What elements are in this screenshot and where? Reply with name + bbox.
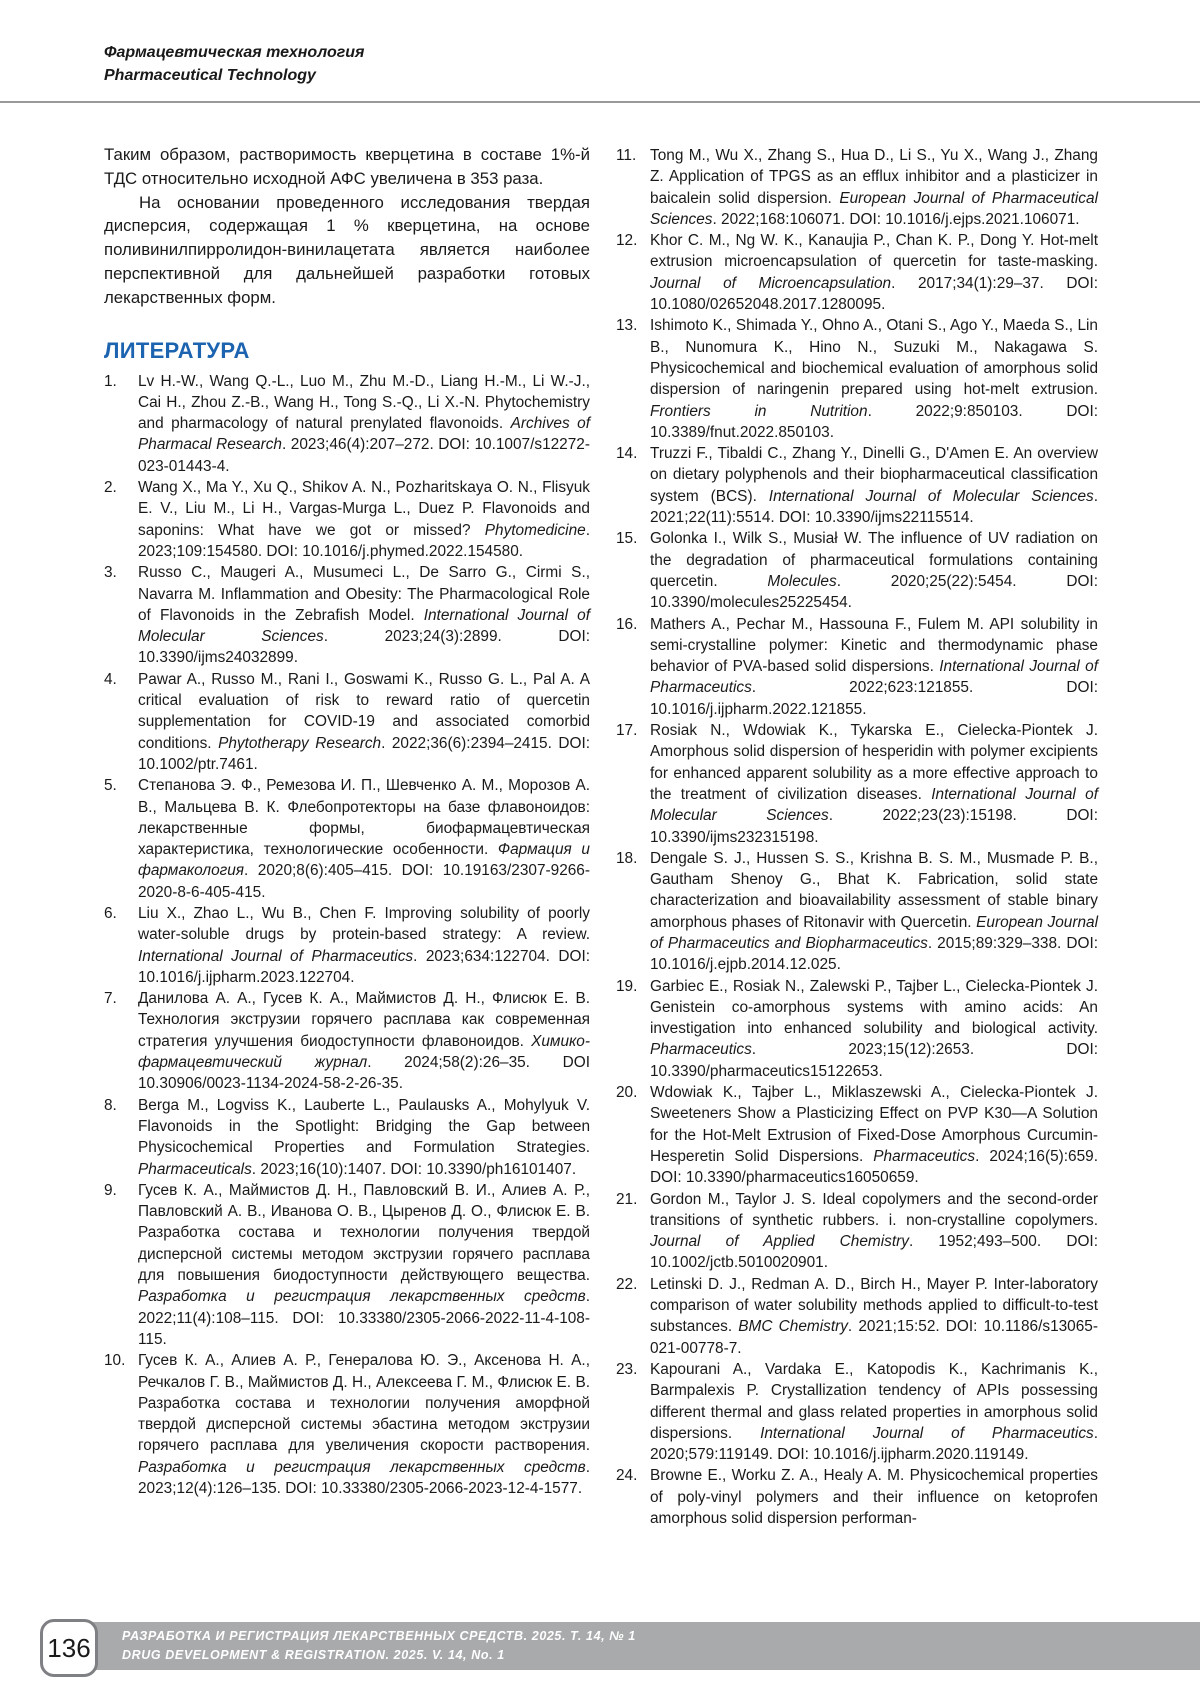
reference-journal: International Journal of Molecular Sciences	[768, 487, 1094, 505]
reference-citation: . 2021;15:52. DOI: 10.1186/s13065-021-00778-7.	[650, 1318, 1098, 1357]
reference-text	[138, 1095, 590, 1180]
reference-item	[104, 903, 590, 988]
reference-citation: . 2021;22(11):5514. DOI: 10.3390/ijms22115514.	[650, 487, 1099, 527]
reference-authors-title: Rosiak N., Wdowiak K., Tykarska E., Cielecka-Piontek J. Amorphous solid dispersion of hesperidin with polymer excipients for enhanced apparent solubility as a more effective approach to the treatment of civilization diseases.	[650, 722, 1098, 803]
reference-authors-title: Данилова А. А., Гусев К. А., Маймистов Д. Н., Флисюк Е. В. Технология экструзии горячего расплава как современная стратегия улучшения биодоступности флавоноидов.	[138, 990, 590, 1050]
body-paragraph: На основании проведенного исследования твердая дисперсия, содержащая 1 % кверцетина, на основе поливинилпирролидон-винилацетата является наиболее перспективной для дальнейшей разработки готовых лекарственных форм.	[104, 192, 590, 307]
reference-number: 24.	[616, 1467, 638, 1485]
reference-text	[138, 669, 590, 775]
reference-item	[616, 720, 1098, 848]
reference-list	[104, 371, 590, 1500]
reference-citation: . 2023;12(4):126–135. DOI: 10.33380/2305-2066-2023-12-4-1577.	[138, 1458, 590, 1498]
reference-journal: Разработка и регистрация лекарственных средств	[138, 1288, 586, 1306]
reference-citation: . 2022;9:850103. DOI: 10.3389/fnut.2022.850103.	[650, 402, 1099, 441]
reference-item	[104, 371, 590, 477]
reference-journal: International Journal of Pharmaceutics	[760, 1424, 1094, 1442]
reference-journal: Frontiers in Nutrition	[650, 402, 868, 420]
reference-text	[138, 903, 590, 988]
reference-number: 19.	[616, 977, 638, 995]
reference-authors-title: Tong M., Wu X., Zhang S., Hua D., Li S., Yu X., Wang J., Zhang Z. Application of TPGS as an efflux inhibitor and a plasticizer in baicalein solid dispersion.	[650, 147, 1098, 207]
reference-number: 21.	[616, 1190, 638, 1208]
reference-number: 6.	[104, 905, 117, 922]
reference-text	[650, 614, 1098, 720]
reference-citation: . 2023;634:122704. DOI: 10.1016/j.ijpharm.2023.122704.	[138, 947, 590, 986]
references-heading: ЛИТЕРАТУРА	[104, 337, 250, 363]
reference-number: 20.	[616, 1084, 638, 1102]
reference-number: 17.	[616, 722, 638, 740]
reference-citation: . 2023;24(3):2899. DOI: 10.3390/ijms24032899.	[138, 628, 590, 667]
reference-citation: . 2023;109:154580. DOI: 10.1016/j.phymed.2022.154580.	[138, 521, 590, 560]
journal-title-ru: РАЗРАБОТКА И РЕГИСТРАЦИЯ ЛЕКАРСТВЕННЫХ СРЕДСТВ. 2025. Т. 14, № 1	[122, 1629, 636, 1643]
reference-text	[650, 848, 1098, 976]
reference-citation: . 2020;579:119149. DOI: 10.1016/j.ijpharm.2020.119149.	[650, 1424, 1099, 1464]
header-divider	[0, 101, 1200, 103]
reference-text	[650, 315, 1098, 443]
reference-journal: Phytotherapy Research	[218, 734, 382, 752]
reference-text	[650, 1359, 1098, 1465]
journal-title-en: DRUG DEVELOPMENT & REGISTRATION. 2025. V. 14, No. 1	[122, 1648, 505, 1662]
reference-journal: Разработка и регистрация лекарственных средств	[138, 1458, 586, 1476]
reference-authors-title: Liu X., Zhao L., Wu B., Chen F. Improving solubility of poorly water-soluble drugs by protein-based strategy: A review.	[138, 905, 590, 944]
reference-item	[616, 976, 1098, 1082]
reference-citation: . 2015;89:329–338. DOI: 10.1016/j.ejpb.2014.12.025.	[650, 934, 1098, 974]
reference-text	[138, 1180, 590, 1350]
reference-authors-title: Wdowiak K., Tajber L., Miklaszewski A., Cielecka-Piontek J. Sweeteners Show a Plasticizing Effect on PVP K30—A Solution for the Hot-Melt Extrusion of Fixed-Dose Amorphous Curcumin-Hesperetin Solid Dispersions.	[650, 1084, 1098, 1165]
reference-item	[104, 775, 590, 903]
reference-authors-title: Гусев К. А., Алиев А. Р., Генералова Ю. Э., Аксенова Н. А., Речкалов Г. В., Маймистов Д. Н., Алексеева Г. М., Флисюк Е. В. Разработка состава и технологии получения аморфной твердой дисперсной системы эбастина методом экструзии горячего расплава для увеличения скорости растворения.	[138, 1352, 590, 1455]
reference-text	[138, 988, 590, 1094]
reference-number: 15.	[616, 530, 638, 548]
reference-text	[138, 562, 590, 668]
reference-item	[616, 1082, 1098, 1188]
reference-authors-title: Russo C., Maugeri A., Musumeci L., De Sarro G., Cirmi S., Navarra M. Inflammation and Obesity: The Pharmacological Role of Flavonoids in the Zebrafish Model.	[138, 564, 590, 624]
reference-number: 12.	[616, 232, 638, 250]
section-title-en: Pharmaceutical Technology	[104, 67, 316, 84]
reference-authors-title: Lv H.-W., Wang Q.-L., Luo M., Zhu M.-D., Liang H.-M., Li W.-J., Cai H., Zhou Z.-B., Wang H., Tong S.-Q., Li X.-N. Phytochemistry and pharmacology of natural prenylated flavonoids.	[138, 372, 590, 433]
reference-journal: Archives of Pharmacal Research	[138, 415, 590, 454]
reference-item	[616, 528, 1098, 613]
reference-item	[616, 848, 1098, 976]
reference-text	[650, 720, 1098, 848]
reference-journal: International Journal of Pharmaceutics	[138, 947, 414, 965]
body-paragraph: Таким образом, растворимость кверцетина в составе 1%-й ТДС относительно исходной АФС увеличена в 353 раза.	[104, 145, 590, 188]
reference-item	[616, 1189, 1098, 1274]
reference-citation: . 2023;16(10):1407. DOI: 10.3390/ph16101407.	[251, 1160, 577, 1178]
reference-authors-title: Letinski D. J., Redman A. D., Birch H., Mayer P. Inter-laboratory comparison of water solubility methods applied to difficult-to-test substances.	[650, 1275, 1098, 1336]
reference-text	[138, 775, 590, 903]
reference-item	[616, 230, 1098, 315]
reference-journal: Pharmaceutics	[873, 1147, 976, 1165]
reference-citation: . 1952;493–500. DOI: 10.1002/jctb.5010020901.	[650, 1233, 1098, 1272]
reference-item	[616, 443, 1098, 528]
reference-journal: Pharmaceuticals	[138, 1160, 252, 1178]
reference-citation: . 2017;34(1):29–37. DOI: 10.1080/02652048.2017.1280095.	[650, 274, 1099, 314]
reference-item	[616, 1359, 1098, 1465]
reference-number: 3.	[104, 564, 117, 582]
reference-item	[616, 614, 1098, 720]
reference-item	[616, 1465, 1098, 1529]
reference-number: 16.	[616, 615, 638, 633]
reference-citation: . 2023;15(12):2653. DOI: 10.3390/pharmaceutics15122653.	[650, 1041, 1098, 1080]
reference-number: 8.	[104, 1096, 117, 1114]
reference-number: 14.	[616, 445, 638, 463]
reference-authors-title: Golonka I., Wilk S., Musiał W. The influence of UV radiation on the degradation of pharmaceutical formulations containing quercetin.	[650, 530, 1098, 590]
reference-journal: Molecules	[767, 572, 837, 590]
reference-citation: . 2022;23(23):15198. DOI: 10.3390/ijms232315198.	[650, 807, 1098, 846]
reference-journal: Journal of Microencapsulation	[650, 274, 892, 292]
reference-authors-title: Garbiec E., Rosiak N., Zalewski P., Tajber L., Cielecka-Piontek J. Genistein co-amorphous systems with amino acids: An investigation into enhanced solubility and biological activity.	[650, 977, 1098, 1038]
reference-number: 11.	[616, 147, 637, 164]
reference-journal: International Journal of Molecular Sciences	[650, 785, 1099, 825]
reference-text	[138, 1350, 590, 1499]
reference-citation: . 2022;168:106071. DOI: 10.1016/j.ejps.2021.106071.	[712, 210, 1080, 228]
reference-list	[616, 145, 1098, 1529]
reference-journal: Фармация и фармакология	[138, 841, 590, 880]
page-footer	[0, 1622, 1200, 1675]
reference-item	[104, 988, 590, 1094]
reference-journal: Pharmaceutics	[650, 1041, 752, 1059]
reference-item	[104, 1350, 590, 1499]
reference-item	[104, 1095, 590, 1180]
reference-number: 5.	[104, 777, 117, 795]
reference-citation: . 2022;623:121855. DOI: 10.1016/j.ijpharm.2022.121855.	[650, 679, 1098, 718]
reference-item	[104, 562, 590, 668]
reference-authors-title: Berga M., Logviss K., Lauberte L., Paulausks A., Mohylyuk V. Flavonoids in the Spotlight: Bridging the Gap between Physicochemical Properties and Formulation Strategies.	[138, 1096, 590, 1157]
reference-authors-title: Гусев К. А., Маймистов Д. Н., Павловский В. И., Алиев А. Р., Павловский А. В., Иванова О. В., Цыренов Д. О., Флисюк Е. В. Разработка состава и технологии получения твердой дисперсной системы методом экструзии горячего расплава для повышения биодоступности действующего вещества.	[138, 1181, 590, 1285]
reference-number: 1.	[104, 372, 117, 390]
reference-authors-title: Kapourani A., Vardaka E., Katopodis K., Kachrimanis K., Barmpalexis P. Crystallization tendency of APIs possessing different thermal and glass related properties in amorphous solid dispersions.	[650, 1360, 1098, 1442]
reference-number: 10.	[104, 1352, 126, 1370]
reference-journal: BMC Chemistry	[738, 1318, 848, 1336]
reference-citation: . 2023;46(4):207–272. DOI: 10.1007/s12272-023-01443-4.	[138, 436, 590, 475]
reference-text	[650, 230, 1098, 315]
reference-authors-title: Dengale S. J., Hussen S. S., Krishna B. S. M., Musmade P. B., Gautham Shenoy G., Bhat K. Fabrication, solid state characterization and bioavailability assessment of stable binary amorphous phases of Ritonavir with Quercetin.	[650, 849, 1098, 931]
reference-citation: . 2022;36(6):2394–2415. DOI: 10.1002/ptr.7461.	[138, 734, 591, 773]
reference-text	[650, 1082, 1098, 1188]
reference-number: 23.	[616, 1360, 638, 1378]
reference-text	[650, 1189, 1098, 1274]
reference-authors-title: Khor C. M., Ng W. K., Kanaujia P., Chan K. P., Dong Y. Hot-melt extrusion microencapsulation of quercetin for taste-masking.	[650, 232, 1098, 271]
reference-citation: . 2020;25(22):5454. DOI: 10.3390/molecules25225454.	[650, 572, 1098, 612]
reference-item	[104, 669, 590, 775]
reference-number: 7.	[104, 990, 117, 1008]
reference-authors-title: Степанова Э. Ф., Ремезова И. П., Шевченко А. М., Морозов А. В., Мальцева В. К. Флебопротекторы на базе флавоноидов: лекарственные формы, биофармацевтическая характеристика, технологические особенности.	[138, 777, 590, 859]
reference-text	[650, 1274, 1098, 1359]
page-number: 136	[40, 1619, 98, 1677]
reference-text	[650, 443, 1098, 528]
reference-journal: International Journal of Pharmaceutics	[650, 658, 1099, 697]
reference-citation: . 2024;16(5):659. DOI: 10.3390/pharmaceutics16050659.	[650, 1147, 1098, 1187]
reference-number: 2.	[104, 479, 117, 497]
right-column	[616, 145, 1098, 1529]
reference-citation: . 2024;58(2):26–35. DOI 10.30906/0023-1134-2024-58-2-26-35.	[138, 1054, 591, 1093]
reference-journal: European Journal of Pharmaceutical Sciences	[650, 189, 1098, 228]
reference-journal: Химико-фармацевтический журнал	[138, 1032, 590, 1072]
reference-number: 4.	[104, 670, 117, 688]
section-title-ru: Фармацевтическая технология	[104, 44, 365, 61]
reference-number: 13.	[616, 317, 638, 335]
reference-item	[616, 315, 1098, 443]
reference-text	[650, 145, 1098, 230]
reference-text	[138, 371, 590, 477]
reference-authors-title: Browne E., Worku Z. A., Healy A. M. Physicochemical properties of poly-vinyl polymers and their influence on ketoprofen amorphous solid dispersion performan-	[650, 1467, 1098, 1527]
reference-authors-title: Pawar A., Russo M., Rani I., Goswami K., Russo G. L., Pal A. A critical evaluation of risk to reward ratio of quercetin supplementation for COVID-19 and associated comorbid conditions.	[138, 670, 590, 752]
reference-authors-title: Truzzi F., Tibaldi C., Zhang Y., Dinelli G., D'Amen E. An overview on dietary polyphenols and their biopharmaceutical classification system (BCS).	[650, 445, 1098, 505]
reference-number: 22.	[616, 1275, 638, 1293]
reference-item	[616, 145, 1098, 230]
reference-journal: European Journal of Pharmaceutics and Biopharmaceutics	[650, 913, 1098, 952]
reference-journal: Phytomedicine	[484, 521, 586, 539]
reference-text	[650, 528, 1098, 613]
reference-item	[104, 1180, 590, 1350]
reference-item	[104, 477, 590, 562]
reference-citation: . 2022;11(4):108–115. DOI: 10.33380/2305-2066-2022-11-4-108-115.	[138, 1288, 590, 1348]
reference-authors-title: Mathers A., Pechar M., Hassouna F., Fulem M. API solubility in semi-crystalline polymer: Kinetic and thermodynamic phase behavior of PVA-based solid dispersions.	[650, 615, 1098, 676]
reference-text	[650, 1465, 1098, 1529]
running-header	[0, 0, 1200, 103]
reference-item	[616, 1274, 1098, 1359]
reference-authors-title: Wang X., Ma Y., Xu Q., Shikov A. N., Pozharitskaya O. N., Flisyuk E. V., Liu M., Li H., Vargas-Murga L., Duez P. Flavonoids and saponins: What have we got or missed?	[138, 479, 590, 539]
reference-number: 9.	[104, 1181, 117, 1199]
reference-authors-title: Ishimoto K., Shimada Y., Ohno A., Otani S., Ago Y., Maeda S., Lin B., Nunomura K., Hino N., Suzuki M., Nakagawa S. Physicochemical and biochemical evaluation of amorphous solid dispersion of naringenin prepared using hot-melt extrusion.	[650, 317, 1098, 399]
reference-authors-title: Gordon M., Taylor J. S. Ideal copolymers and the second-order transitions of synthetic rubbers. i. non-crystalline copolymers.	[650, 1190, 1098, 1229]
reference-number: 18.	[616, 849, 638, 867]
reference-journal: International Journal of Molecular Sciences	[138, 606, 590, 646]
reference-citation: . 2020;8(6):405–415. DOI: 10.19163/2307-9266-2020-8-6-405-415.	[138, 862, 590, 901]
reference-journal: Journal of Applied Chemistry	[650, 1233, 909, 1251]
reference-text	[650, 976, 1098, 1082]
left-column	[104, 143, 590, 1499]
reference-text	[138, 477, 590, 562]
